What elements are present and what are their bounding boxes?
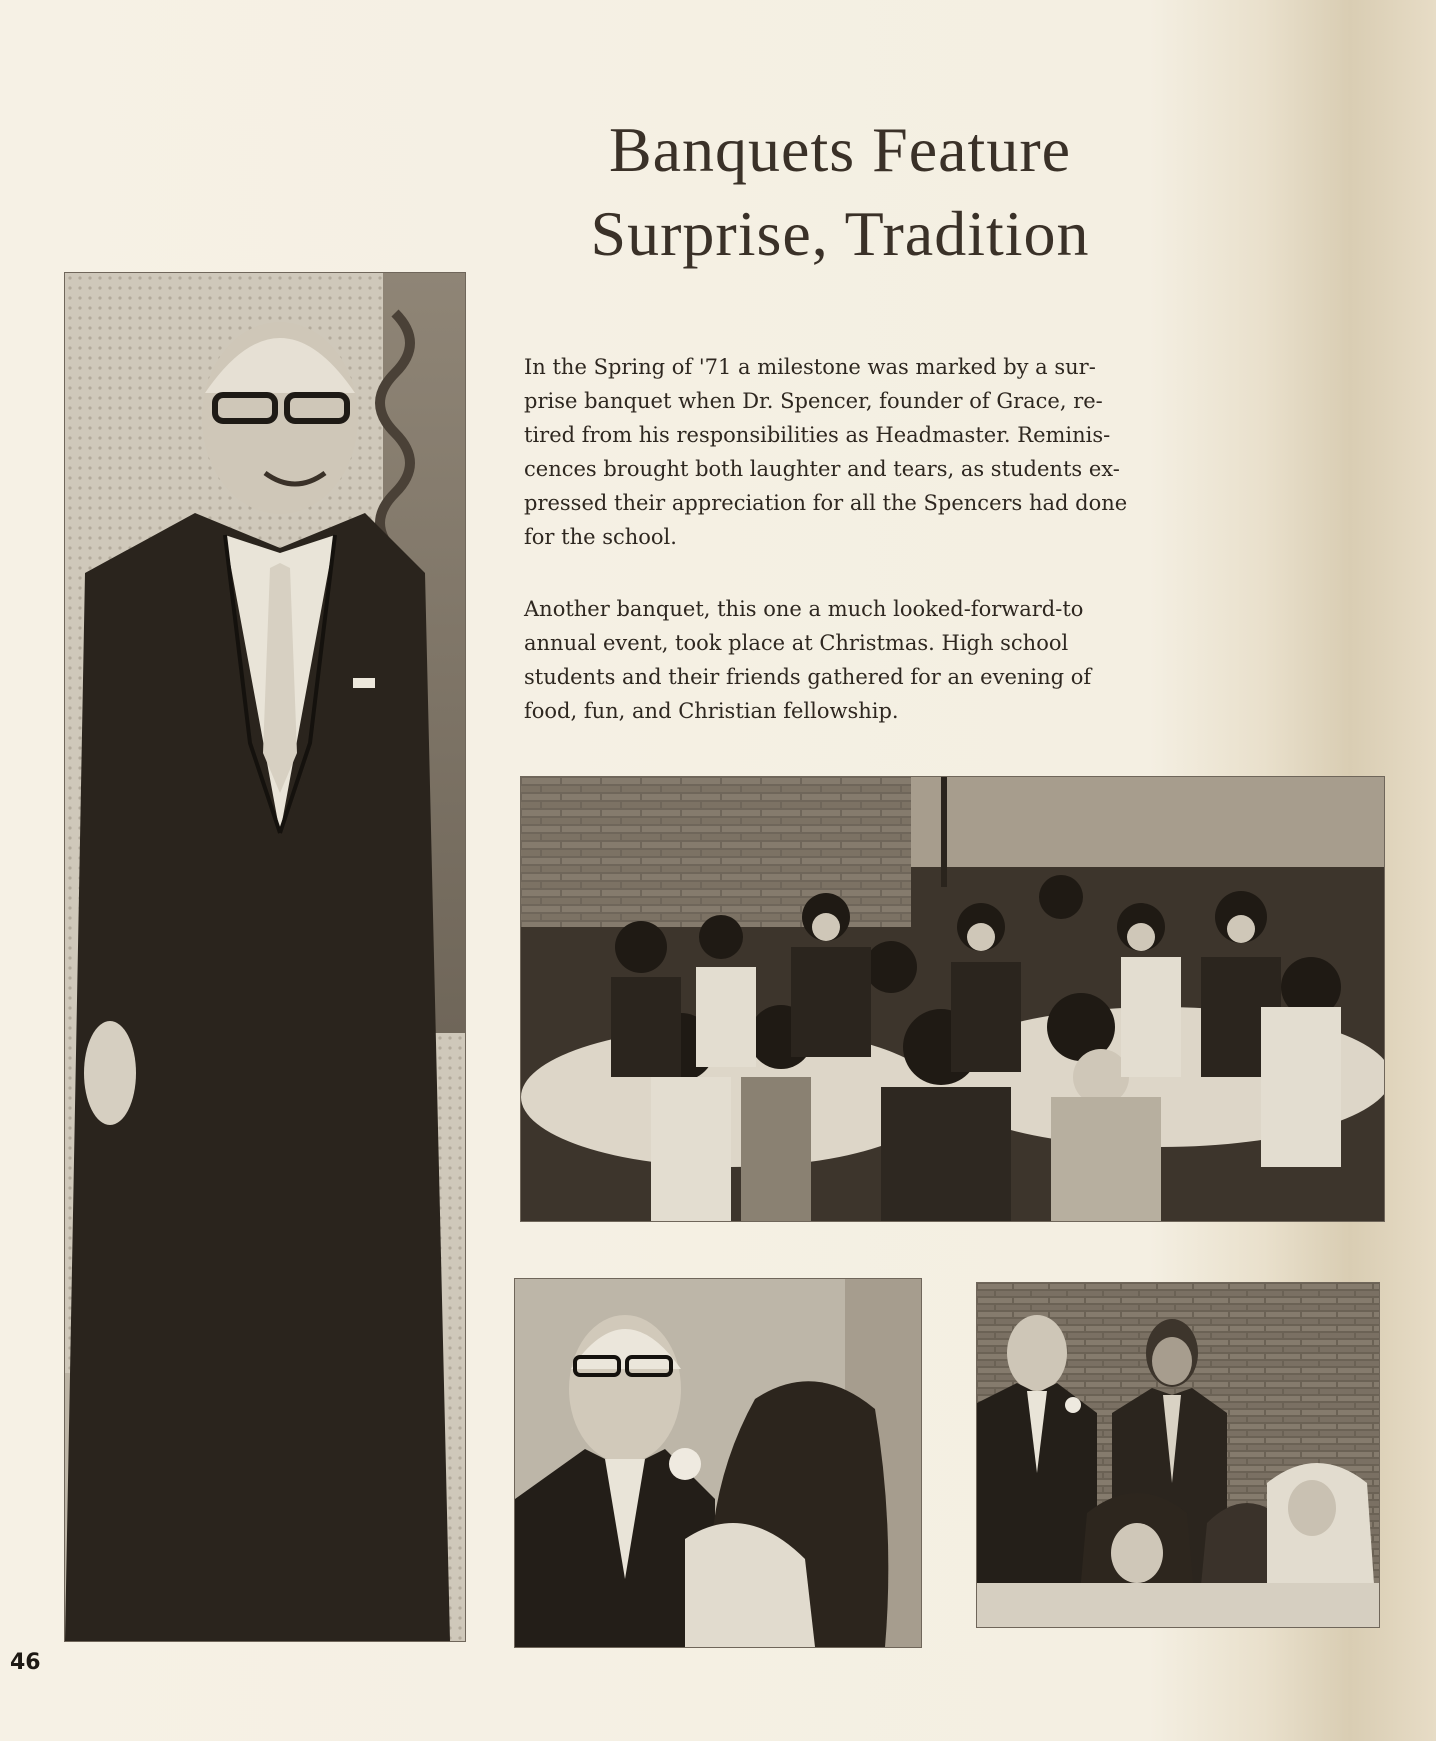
article-paragraph-1: In the Spring of '71 a milestone was marked by a sur- prise banquet when Dr. Spencer, founder of Grace, re- tired from his responsibilities as Headmaster. Reminis- cences brought both laughter and tears, as students ex- pressed their appreciation for all the Spencers had done for the school.: [524, 355, 1128, 549]
page-title: [480, 108, 1200, 276]
page-number: 46: [10, 1650, 41, 1675]
title-line-1: Banquets Feature: [608, 114, 1072, 185]
title-line-2: Surprise, Tradition: [590, 198, 1090, 269]
photo-christmas-banquet: [520, 776, 1385, 1222]
photo-head-table: [976, 1282, 1380, 1628]
article-paragraph-2: Another banquet, this one a much looked-forward-to annual event, took place at Christmas. High school students and their friends gathered for an evening of food, fun, and Christian fellowship.: [524, 597, 1092, 723]
photo-corsage-pinning: [514, 1278, 922, 1648]
photo-headmaster-portrait: [64, 272, 466, 1642]
